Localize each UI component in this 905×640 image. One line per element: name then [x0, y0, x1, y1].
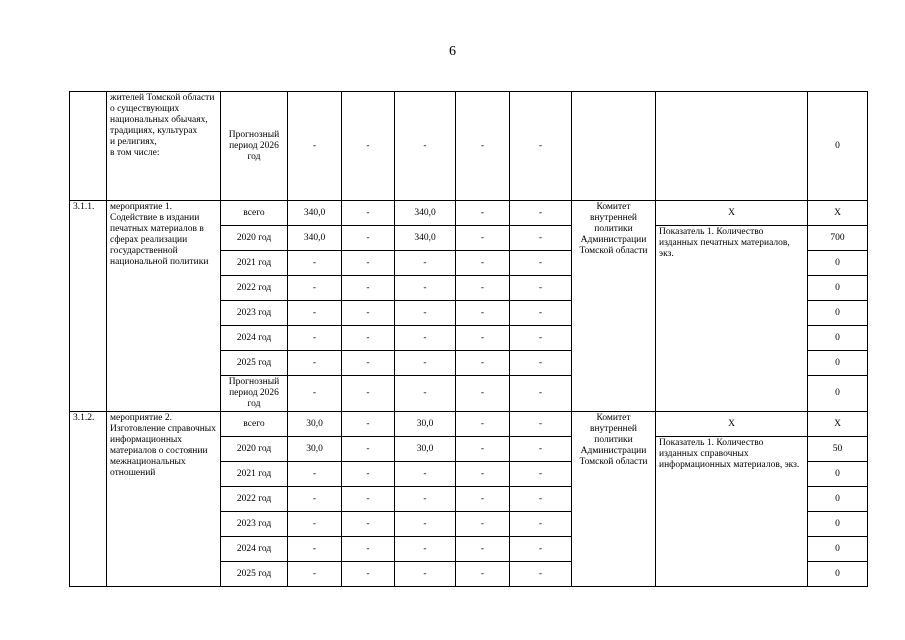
value-cell: 340,0: [395, 201, 456, 226]
budget-table: [69, 91, 868, 587]
executor-cell: Комитет внутренней политики Администрации Томской области: [572, 412, 656, 587]
period-cell: 2021 год: [221, 251, 288, 276]
period-cell: 2020 год: [221, 226, 288, 251]
value-cell: -: [510, 326, 572, 351]
mark-cell: Х: [656, 412, 808, 437]
value-cell: -: [510, 276, 572, 301]
indicator-value: 0: [808, 251, 868, 276]
value-cell: -: [510, 201, 572, 226]
value-cell: -: [342, 276, 395, 301]
value-cell: -: [456, 276, 510, 301]
value-cell: 340,0: [288, 201, 342, 226]
value-cell: -: [510, 92, 572, 201]
period-cell: 2024 год: [221, 326, 288, 351]
period-cell: 2023 год: [221, 301, 288, 326]
indicator-value: Х: [808, 412, 868, 437]
activity-name: мероприятие 2. Изготовление справочных информационных материалов о состоянии межнациональных отношений: [107, 412, 221, 587]
indicator-value: 0: [808, 351, 868, 376]
value-cell: -: [288, 487, 342, 512]
indicator-value: 700: [808, 226, 868, 251]
value-cell: -: [395, 301, 456, 326]
activity-code: 3.1.2.: [70, 412, 107, 587]
executor-cell: Комитет внутренней политики Администрации Томской области: [572, 201, 656, 412]
table-row: [70, 201, 868, 226]
value-cell: -: [395, 562, 456, 587]
period-cell: Прогнозный период 2026 год: [221, 376, 288, 412]
value-cell: -: [395, 276, 456, 301]
period-cell: всего: [221, 412, 288, 437]
value-cell: -: [342, 301, 395, 326]
value-cell: 340,0: [288, 226, 342, 251]
value-cell: -: [510, 412, 572, 437]
value-cell: -: [288, 512, 342, 537]
value-cell: -: [342, 512, 395, 537]
value-cell: -: [456, 376, 510, 412]
value-cell: -: [342, 226, 395, 251]
value-cell: -: [395, 376, 456, 412]
value-cell: -: [342, 326, 395, 351]
value-cell: -: [342, 201, 395, 226]
value-cell: -: [510, 512, 572, 537]
value-cell: -: [456, 92, 510, 201]
indicator-value: 50: [808, 437, 868, 462]
table-row: [70, 412, 868, 437]
value-cell: -: [510, 462, 572, 487]
value-cell: -: [342, 562, 395, 587]
executor-cell: [572, 92, 656, 201]
value-cell: -: [456, 226, 510, 251]
indicator-value: 0: [808, 326, 868, 351]
indicator-value: 0: [808, 92, 868, 201]
value-cell: -: [510, 537, 572, 562]
period-cell: 2024 год: [221, 537, 288, 562]
value-cell: -: [395, 537, 456, 562]
value-cell: -: [395, 351, 456, 376]
value-cell: -: [456, 412, 510, 437]
value-cell: -: [456, 462, 510, 487]
indicator-value: 0: [808, 487, 868, 512]
value-cell: -: [288, 251, 342, 276]
value-cell: -: [288, 562, 342, 587]
activity-description: жителей Томской области о существующих национальных обычаях, традициях, культурах и религиях, в том числе:: [107, 92, 221, 201]
period-cell: 2025 год: [221, 351, 288, 376]
period-cell: 2021 год: [221, 462, 288, 487]
value-cell: -: [395, 487, 456, 512]
indicator-value: Х: [808, 201, 868, 226]
activity-code: 3.1.1.: [70, 201, 107, 412]
value-cell: -: [342, 412, 395, 437]
value-cell: -: [510, 562, 572, 587]
period-cell: 2023 год: [221, 512, 288, 537]
value-cell: -: [342, 462, 395, 487]
period-cell: 2025 год: [221, 562, 288, 587]
value-cell: 30,0: [288, 412, 342, 437]
period-cell: Прогнозный период 2026 год: [221, 92, 288, 201]
value-cell: -: [510, 376, 572, 412]
mark-cell: Х: [656, 201, 808, 226]
value-cell: -: [288, 537, 342, 562]
indicator-value: 0: [808, 376, 868, 412]
value-cell: -: [510, 251, 572, 276]
value-cell: -: [456, 251, 510, 276]
value-cell: -: [288, 376, 342, 412]
value-cell: -: [288, 326, 342, 351]
value-cell: -: [395, 512, 456, 537]
value-cell: -: [395, 92, 456, 201]
value-cell: -: [342, 537, 395, 562]
indicator-name: Показатель 1. Количество изданных справочных информационных материалов, экз.: [656, 437, 808, 587]
value-cell: -: [288, 276, 342, 301]
value-cell: 30,0: [288, 437, 342, 462]
value-cell: -: [288, 92, 342, 201]
activity-name: мероприятие 1. Содействие в издании печатных материалов в сферах реализации государственной национальной политики: [107, 201, 221, 412]
code-cell: [70, 92, 107, 201]
value-cell: -: [395, 326, 456, 351]
value-cell: -: [342, 351, 395, 376]
indicator-name: Показатель 1. Количество изданных печатных материалов, экз.: [656, 226, 808, 412]
value-cell: -: [342, 487, 395, 512]
value-cell: -: [510, 226, 572, 251]
period-cell: 2020 год: [221, 437, 288, 462]
value-cell: 30,0: [395, 412, 456, 437]
value-cell: -: [510, 351, 572, 376]
value-cell: -: [342, 437, 395, 462]
period-cell: 2022 год: [221, 276, 288, 301]
value-cell: -: [342, 376, 395, 412]
value-cell: -: [456, 301, 510, 326]
value-cell: -: [510, 437, 572, 462]
value-cell: 340,0: [395, 226, 456, 251]
indicator-cell: [656, 92, 808, 201]
value-cell: -: [288, 301, 342, 326]
indicator-value: 0: [808, 562, 868, 587]
value-cell: -: [456, 487, 510, 512]
value-cell: -: [456, 437, 510, 462]
period-cell: всего: [221, 201, 288, 226]
indicator-value: 0: [808, 276, 868, 301]
value-cell: -: [456, 512, 510, 537]
indicator-value: 0: [808, 462, 868, 487]
value-cell: -: [510, 487, 572, 512]
value-cell: -: [395, 251, 456, 276]
indicator-value: 0: [808, 537, 868, 562]
value-cell: 30,0: [395, 437, 456, 462]
period-cell: 2022 год: [221, 487, 288, 512]
table-row: [70, 92, 868, 201]
value-cell: -: [456, 326, 510, 351]
value-cell: -: [395, 462, 456, 487]
value-cell: -: [456, 201, 510, 226]
value-cell: -: [342, 92, 395, 201]
value-cell: -: [456, 537, 510, 562]
indicator-value: 0: [808, 301, 868, 326]
indicator-value: 0: [808, 512, 868, 537]
value-cell: -: [510, 301, 572, 326]
value-cell: -: [456, 562, 510, 587]
value-cell: -: [288, 351, 342, 376]
value-cell: -: [288, 462, 342, 487]
page-number: 6: [449, 44, 456, 59]
value-cell: -: [456, 351, 510, 376]
value-cell: -: [342, 251, 395, 276]
